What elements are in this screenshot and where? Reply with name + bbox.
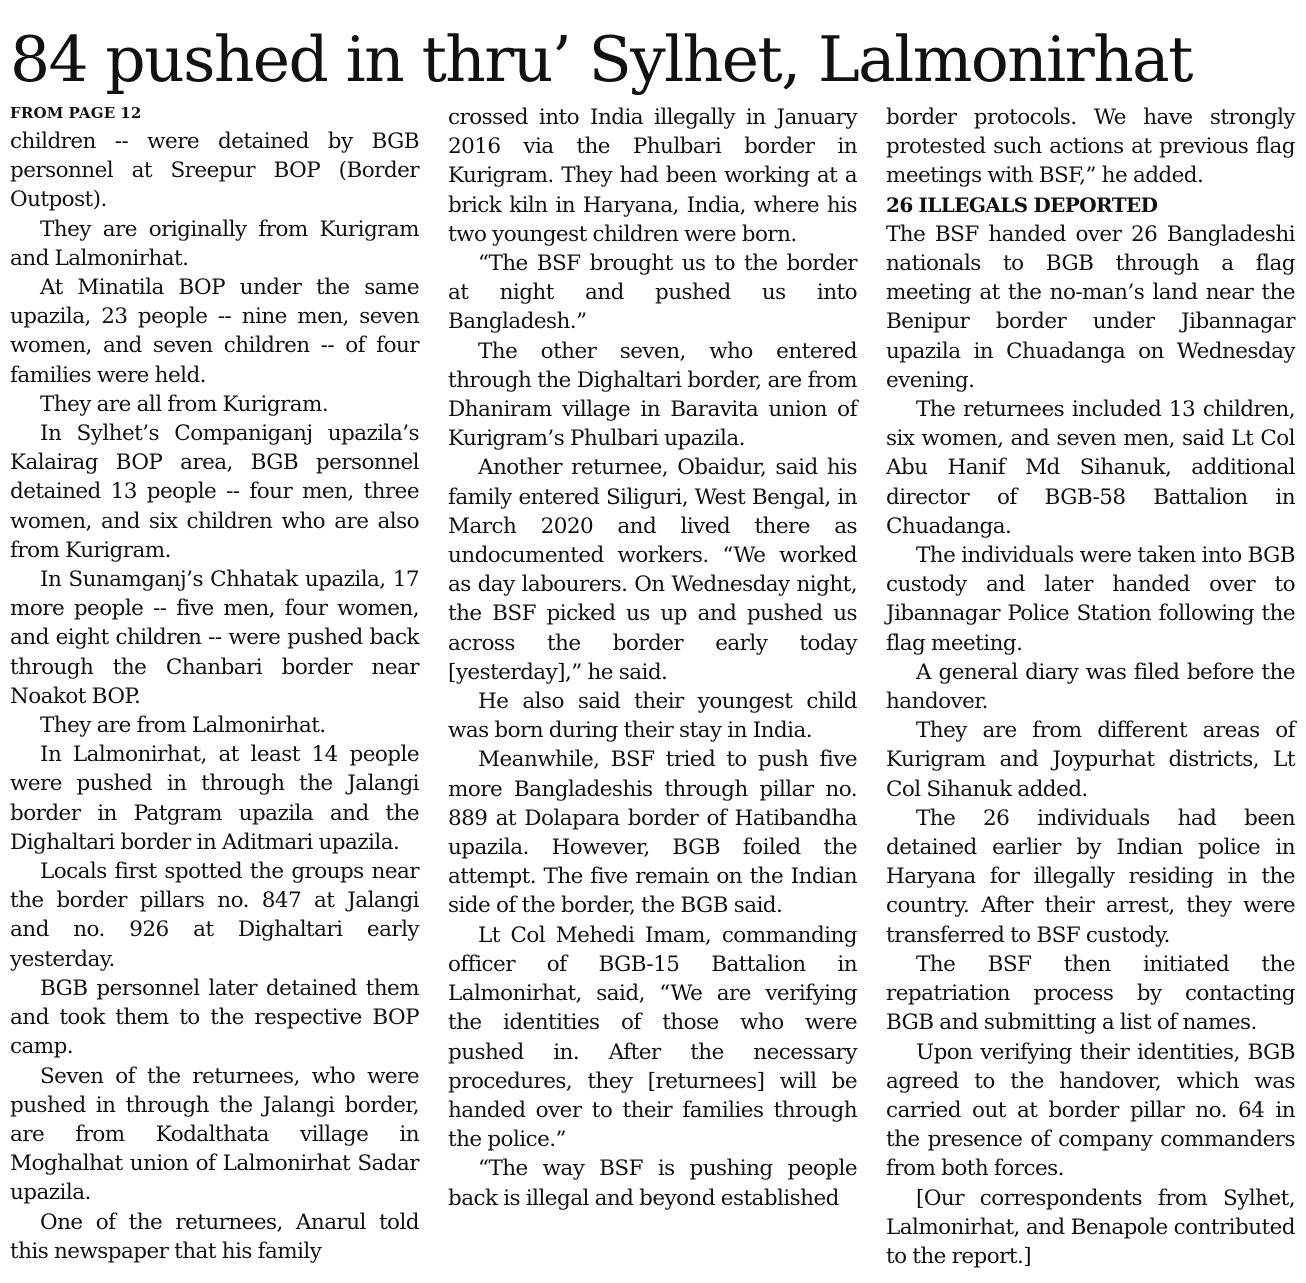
paragraph: In Lalmonirhat, at least 14 people were pushed in through the Jalangi border in Patgram upazila and the Dighaltari border in Aditmari upazila. bbox=[10, 742, 419, 855]
paragraph: Upon verifying their identities, BGB agreed to the handover, which was carried out at border pillar no. 64 in the presence of company commanders from both forces. bbox=[886, 1039, 1295, 1182]
from-page-label: FROM PAGE 12 bbox=[10, 104, 142, 122]
paragraph: At Minatila BOP under the same upazila, 23 people -- nine men, seven women, and seven children -- of four families were held. bbox=[10, 275, 419, 388]
headline: 84 pushed in thru’ Sylhet, Lalmonirhat bbox=[10, 23, 1192, 96]
paragraph: The returnees included 13 children, six women, and seven men, said Lt Col Abu Hanif Md Sihanuk, additional director of BGB-58 Battalion in Chuadanga. bbox=[886, 397, 1295, 539]
paragraph: Lt Col Mehedi Imam, commanding officer of BGB-15 Battalion in Lalmonirhat, said, “We are verifying the identities of those who were pushed in. After the necessary procedures, they [returnees] will be handed over to their families through the police.” bbox=[448, 922, 857, 1153]
paragraph: border protocols. We have strongly protested such actions at previous flag meetings with BSF,” he added. bbox=[886, 105, 1295, 189]
paragraph: The BSF handed over 26 Bangladeshi nationals to BGB through a flag meeting at the no-man’s land near the Benipur border under Jibannagar upazila in Chuadanga on Wednesday evening. bbox=[886, 221, 1295, 393]
article-column-2 bbox=[448, 103, 857, 1213]
paragraph: crossed into India illegally in January 2016 via the Phulbari border in Kurigram. They had been working at a brick kiln in Haryana, India, where his two youngest children were born. bbox=[448, 105, 857, 247]
paragraph: BGB personnel later detained them and took them to the respective BOP camp. bbox=[10, 975, 419, 1060]
paragraph: The 26 individuals had been detained earlier by Indian police in Haryana for illegally residing in the country. After their arrest, they were transferred to BSF custody. bbox=[886, 805, 1295, 948]
paragraph: In Sunamganj’s Chhatak upazila, 17 more people -- five men, four women, and eight children -- were pushed back through the Chanbari border near Noakot BOP. bbox=[10, 567, 419, 709]
paragraph: In Sylhet’s Companiganj upazila’s Kalairag BOP area, BGB personnel detained 13 people -- four men, three women, and six children who are also from Kurigram. bbox=[10, 421, 419, 563]
paragraph: “The way BSF is pushing people back is illegal and beyond established bbox=[448, 1156, 857, 1211]
paragraph: Seven of the returnees, who were pushed in through the Jalangi border, are from Kodalthata village in Moghalhat union of Lalmonirhat Sadar upazila. bbox=[10, 1063, 419, 1206]
subheading: 26 ILLEGALS DEPORTED bbox=[886, 192, 1158, 217]
paragraph: Meanwhile, BSF tried to push five more Bangladeshis through pillar no. 889 at Dolapara border of Hatibandha upazila. However, BGB foiled the attempt. The five remain on the Indian side of the border, the BGB said. bbox=[448, 747, 857, 919]
paragraph: One of the returnees, Anarul told this newspaper that his family bbox=[10, 1209, 419, 1264]
paragraph: They are from Lalmonirhat. bbox=[40, 713, 326, 739]
paragraph: A general diary was filed before the handover. bbox=[886, 659, 1295, 715]
paragraph: The BSF then initiated the repatriation process by contacting BGB and submitting a list of names. bbox=[886, 951, 1295, 1036]
paragraph: “The BSF brought us to the border at night and pushed us into Bangladesh.” bbox=[448, 251, 857, 335]
article-column-3 bbox=[886, 103, 1295, 1271]
paragraph: children -- were detained by BGB personnel at Sreepur BOP (Border Outpost). bbox=[10, 129, 419, 213]
paragraph: The individuals were taken into BGB custody and later handed over to Jibannagar Police Station following the flag meeting. bbox=[886, 543, 1295, 656]
paragraph: [Our correspondents from Sylhet, Lalmonirhat, and Benapole contributed to the report.] bbox=[886, 1185, 1295, 1269]
paragraph: They are originally from Kurigram and Lalmonirhat. bbox=[10, 216, 419, 271]
paragraph: He also said their youngest child was born during their stay in India. bbox=[448, 689, 857, 744]
paragraph: Locals first spotted the groups near the border pillars no. 847 at Jalangi and no. 926 at Dighaltari early yesterday. bbox=[10, 859, 419, 972]
paragraph: They are from different areas of Kurigram and Joypurhat districts, Lt Col Sihanuk added. bbox=[886, 718, 1295, 802]
paragraph: The other seven, who entered through the Dighaltari border, are from Dhaniram village in Baravita union of Kurigram’s Phulbari upazila. bbox=[448, 338, 857, 452]
paragraph: They are all from Kurigram. bbox=[40, 391, 329, 417]
article-column-1 bbox=[10, 103, 419, 1266]
paragraph: Another returnee, Obaidur, said his family entered Siliguri, West Bengal, in March 2020 and lived there as undocumented workers. “We worked as day labourers. On Wednesday night, the BSF picked us up and pushed us across the border early today [yesterday],” he said. bbox=[448, 455, 857, 685]
